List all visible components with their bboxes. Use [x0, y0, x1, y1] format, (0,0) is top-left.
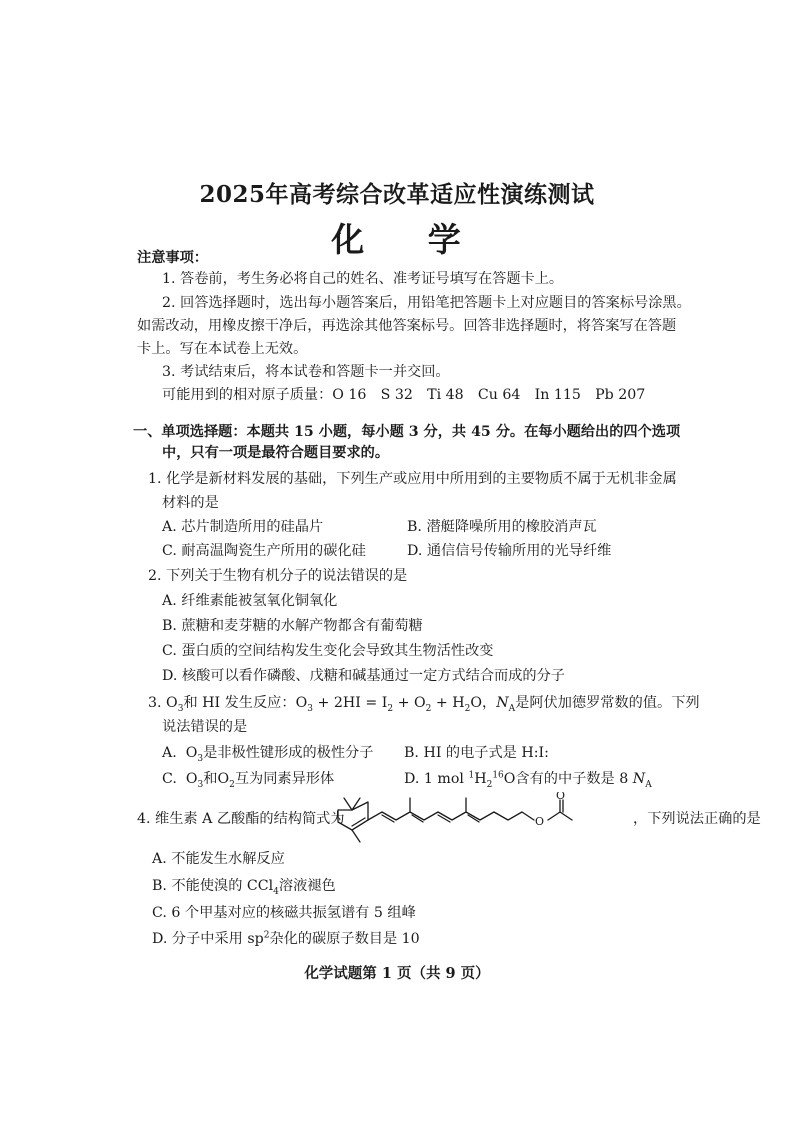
notice-item-2-line-3: 卡上。写在本试卷上无效。 — [137, 341, 308, 357]
q1-option-c: C. 耐高温陶瓷生产所用的碳化硅 — [162, 543, 366, 559]
q2-stem: 2. 下列关于生物有机分子的说法错误的是 — [148, 568, 408, 584]
q4-option-b-b: 溶液褪色 — [278, 878, 336, 894]
svg-text:O: O — [556, 792, 566, 802]
q4-option-c: C. 6 个甲基对应的核磁共振氢谱有 5 组峰 — [152, 905, 416, 921]
q1-option-a: A. 芯片制造所用的硅晶片 — [162, 519, 324, 535]
section-1-heading-line-1: 一、单项选择题：本题共 15 小题，每小题 3 分，共 45 分。在每小题给出的四个选项 — [133, 424, 681, 440]
q3-option-c-text: 互为同素异形体 — [234, 771, 335, 787]
q3-option-a: A. $O_3$是非极性键形成的极性分子 — [162, 745, 374, 764]
q3-option-c-mid: 和 — [203, 771, 218, 787]
notice-item-1: 1. 答卷前，考生务必将自己的姓名、准考证号填写在答题卡上。 — [162, 271, 564, 287]
q4-option-b-a: B. 不能使溴的 CCl — [152, 878, 274, 894]
q3-option-b: B. HI 的电子式是 H:I: — [404, 745, 549, 761]
q2-option-b: B. 蔗糖和麦芽糖的水解产物都含有葡萄糖 — [162, 618, 423, 634]
q3-stem-a: 和 HI 发生反应： — [183, 695, 296, 711]
notice-heading: 注意事项： — [137, 250, 208, 266]
vitamin-a-acetate-structure — [330, 792, 632, 852]
section-1-heading-line-2: 中，只有一项是最符合题目要求的。 — [162, 445, 390, 461]
q4-option-d-a: D. 分子中采用 sp — [152, 931, 264, 947]
q2-option-d: D. 核酸可以看作磷酸、戊糖和碱基通过一定方式结合而成的分子 — [162, 668, 565, 684]
subject-title: 化 学 — [331, 220, 487, 259]
page-footer: 化学试题第 1 页（共 9 页） — [304, 965, 490, 982]
q3-option-a-text: 是非极性键形成的极性分子 — [203, 745, 374, 761]
q1-stem-line-1: 1. 化学是新材料发展的基础，下列生产或应用中所用到的主要物质不属于无机非金属 — [148, 471, 677, 487]
q4-option-a: A. 不能发生水解反应 — [152, 851, 285, 867]
q3-stem-line-2: 说法错误的是 — [162, 719, 248, 735]
notice-item-2-line-2: 如需改动，用橡皮擦干净后，再选涂其他答案标号。回答非选择题时，将答案写在答题 — [137, 318, 677, 334]
q4-option-b: B. 不能使溴的 CCl$_4$溶液褪色 — [152, 878, 336, 897]
q2-option-c: C. 蛋白质的空间结构发生变化会导致其生物活性改变 — [162, 643, 494, 659]
q1-option-d: D. 通信信号传输所用的光导纤维 — [407, 543, 612, 559]
q4-option-d: D. 分子中采用 $sp^2$杂化的碳原子数目是 10 — [152, 930, 420, 947]
q4-stem-b: ，下列说法正确的是 — [633, 811, 761, 827]
atomic-mass-line: 可能用到的相对原子质量：O 16 S 32 Ti 48 Cu 64 In 115 Pb 207 — [162, 387, 646, 403]
q3-stem-b: ， — [482, 695, 497, 711]
q3-option-d-a: D. 1 mol — [404, 771, 464, 787]
q3-option-c: C. $O_3$和$O_2$互为同素异形体 — [162, 771, 335, 790]
notice-item-2-line-1: 2. 回答选择题时，选出每小题答案后，用铅笔把答题卡上对应题目的答案标号涂黑。 — [162, 295, 691, 311]
q3-option-d: D. 1 mol $^1H_2^{16}O$含有的中子数是 8 $N_A$ — [404, 770, 652, 790]
q3-number: 3. — [148, 695, 162, 711]
q1-option-b: B. 潜艇降噪所用的橡胶消声瓦 — [407, 519, 597, 535]
q2-option-a: A. 纤维素能被氢氧化铜氧化 — [162, 593, 338, 609]
q3-option-d-b: 含有的中子数是 8 — [515, 771, 629, 787]
svg-text:O: O — [535, 815, 545, 828]
q4-stem-a: 4. 维生素 A 乙酸酯的结构简式为 — [137, 811, 345, 827]
q3-stem-c: 是阿伏加德罗常数的值。下列 — [515, 695, 700, 711]
q1-stem-line-2: 材料的是 — [162, 495, 219, 511]
notice-item-3: 3. 考试结束后，将本试卷和答题卡一并交回。 — [162, 364, 450, 380]
q4-option-d-b: 杂化的碳原子数目是 10 — [269, 931, 420, 947]
q3-stem-line-1: 3. $O_3$和 HI 发生反应：$O_3 + 2HI = I_2 + O_2 + H_2O$，$N_A$是阿伏加德罗常数的值。下列 — [148, 695, 700, 714]
exam-title: 2025年高考综合改革适应性演练测试 — [199, 181, 595, 208]
